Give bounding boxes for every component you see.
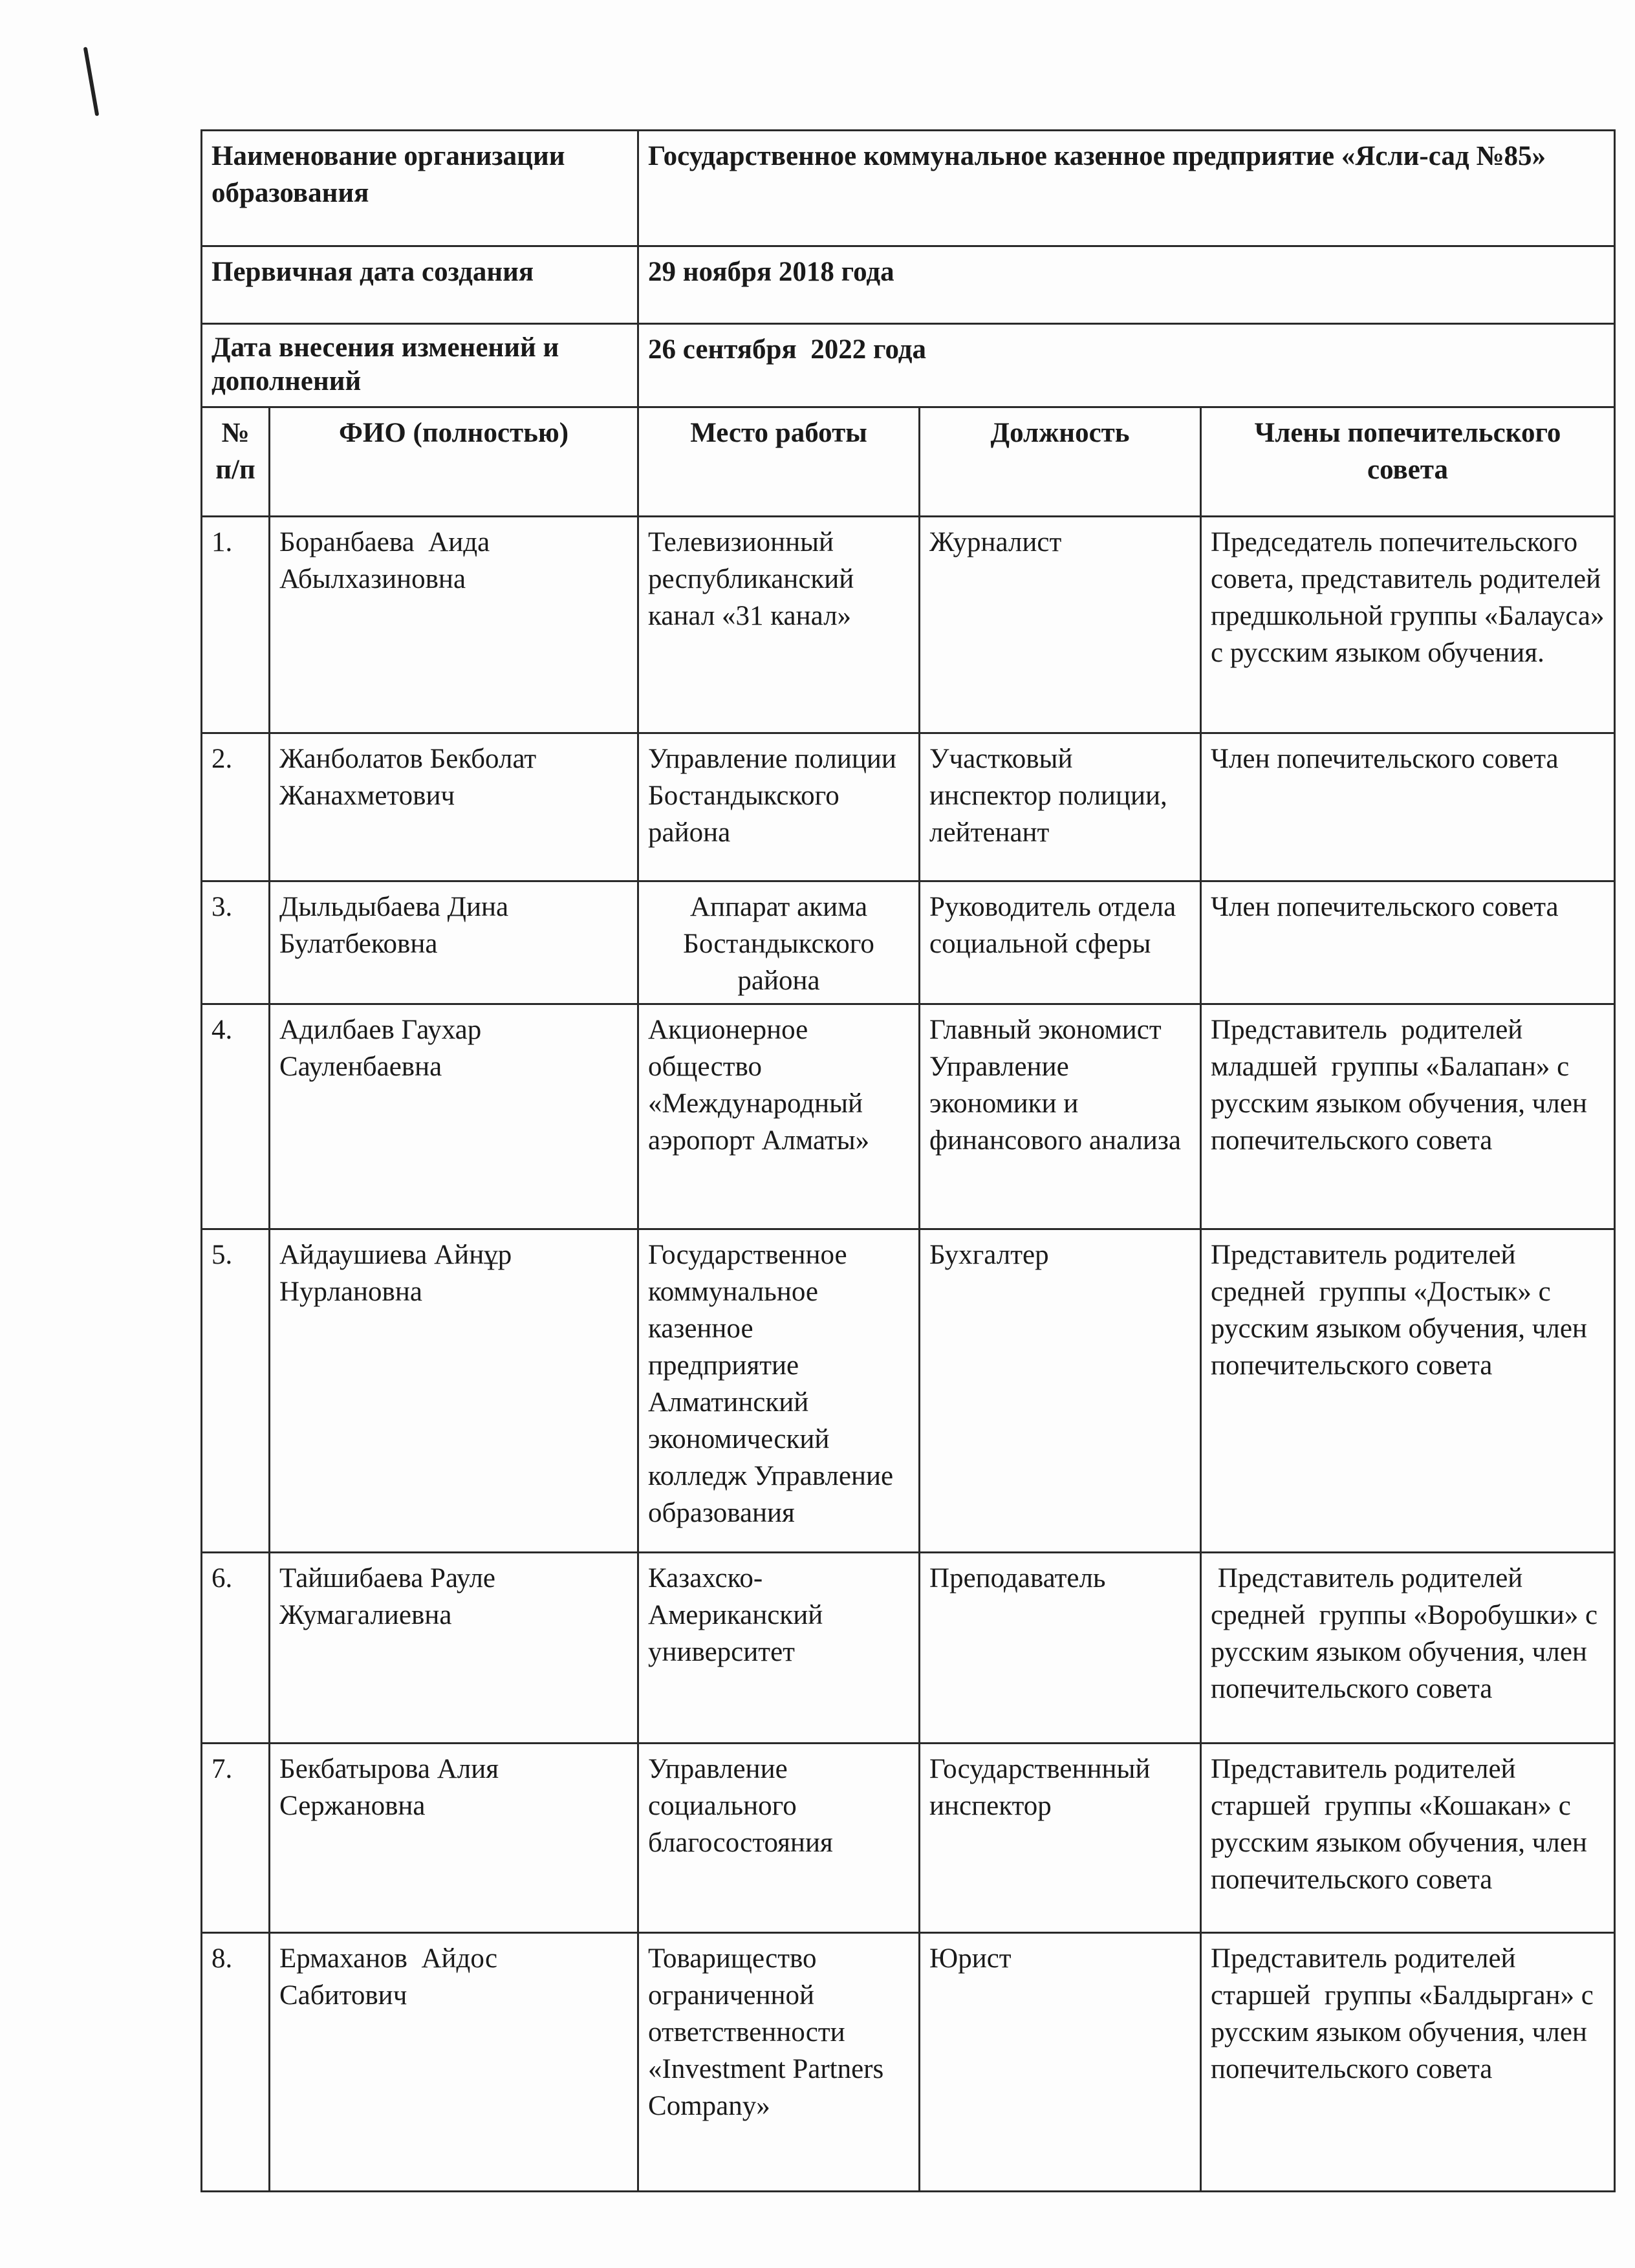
row-role: Представитель родителей средней группы «Воробушки» с русским языком обучения, член попечительского совета [1201,1553,1615,1744]
row-num: 7. [202,1744,270,1933]
table-row [202,1004,1615,1229]
changed-date-row [202,324,1615,407]
header-role: Члены попечительского совета [1201,407,1615,517]
row-workplace: Казахско-Американский университет [638,1553,920,1744]
row-name: Адилбаев Гаухар Сауленбаевна [270,1004,638,1229]
changed-label: Дата внесения изменений и дополнений [202,324,638,407]
table-row [202,1229,1615,1553]
header-name: ФИО (полностью) [270,407,638,517]
row-num: 5. [202,1229,270,1553]
row-workplace: Управление социального благосостояния [638,1744,920,1933]
row-position: Главный экономист Управление экономики и финансового анализа [920,1004,1201,1229]
table-row [202,1553,1615,1744]
row-role: Член попечительского совета [1201,881,1615,1004]
row-num: 8. [202,1933,270,2192]
row-position: Руководитель отдела социальной сферы [920,881,1201,1004]
pen-mark [83,47,100,116]
row-name: Тайшибаева Рауле Жумагалиевна [270,1553,638,1744]
created-value: 29 ноября 2018 года [638,246,1615,324]
org-value: Государственное коммунальное казенное предприятие «Ясли-сад №85» [638,131,1615,246]
row-name: Айдаушиева Айнұр Нурлановна [270,1229,638,1553]
row-workplace: Товарищество ограниченной ответственности «Investment Partners Company» [638,1933,920,2192]
row-role: Представитель родителей младшей группы «Балапан» с русским языком обучения, член попечительского совета [1201,1004,1615,1229]
row-num: 1. [202,517,270,733]
row-name: Жанболатов Бекболат Жанахметович [270,733,638,881]
created-label: Первичная дата создания [202,246,638,324]
row-num: 2. [202,733,270,881]
row-role: Председатель попечительского совета, представитель родителей предшкольной группы «Балауса» с русским языком обучения. [1201,517,1615,733]
row-num: 6. [202,1553,270,1744]
row-name: Бекбатырова Алия Сержановна [270,1744,638,1933]
org-name-row [202,131,1615,246]
header-position: Должность [920,407,1201,517]
row-role: Представитель родителей старшей группы «Кошакан» с русским языком обучения, член попечительского совета [1201,1744,1615,1933]
table-row [202,1744,1615,1933]
row-workplace: Акционерное общество «Международный аэропорт Алматы» [638,1004,920,1229]
header-workplace: Место работы [638,407,920,517]
row-position: Преподаватель [920,1553,1201,1744]
created-date-row [202,246,1615,324]
row-num: 3. [202,881,270,1004]
row-name: Боранбаева Аида Абылхазиновна [270,517,638,733]
table-row [202,517,1615,733]
table-row [202,881,1615,1004]
row-role: Представитель родителей старшей группы «Балдырган» с русским языком обучения, член попечительского совета [1201,1933,1615,2192]
row-workplace: Государственное коммунальное казенное предприятие Алматинский экономический колледж Управление образования [638,1229,920,1553]
row-workplace: Телевизионный республиканский канал «31 канал» [638,517,920,733]
row-name: Дыльдыбаева Дина Булатбековна [270,881,638,1004]
row-position: Юрист [920,1933,1201,2192]
row-workplace: Аппарат акима Бостандыкского района [638,881,920,1004]
table-row [202,1933,1615,2192]
row-position: Государственнный инспектор [920,1744,1201,1933]
org-label: Наименование организации образования [202,131,638,246]
row-num: 4. [202,1004,270,1229]
row-workplace: Управление полиции Бостандыкского района [638,733,920,881]
row-position: Журналист [920,517,1201,733]
trustee-board-table [200,129,1616,2192]
row-position: Бухгалтер [920,1229,1201,1553]
header-row [202,407,1615,517]
row-position: Участковый инспектор полиции, лейтенант [920,733,1201,881]
row-role: Представитель родителей средней группы «Достык» с русским языком обучения, член попечительского совета [1201,1229,1615,1553]
row-name: Ермаханов Айдос Сабитович [270,1933,638,2192]
row-role: Член попечительского совета [1201,733,1615,881]
changed-value: 26 сентября 2022 года [638,324,1615,407]
header-num: № п/п [202,407,270,517]
table-row [202,733,1615,881]
